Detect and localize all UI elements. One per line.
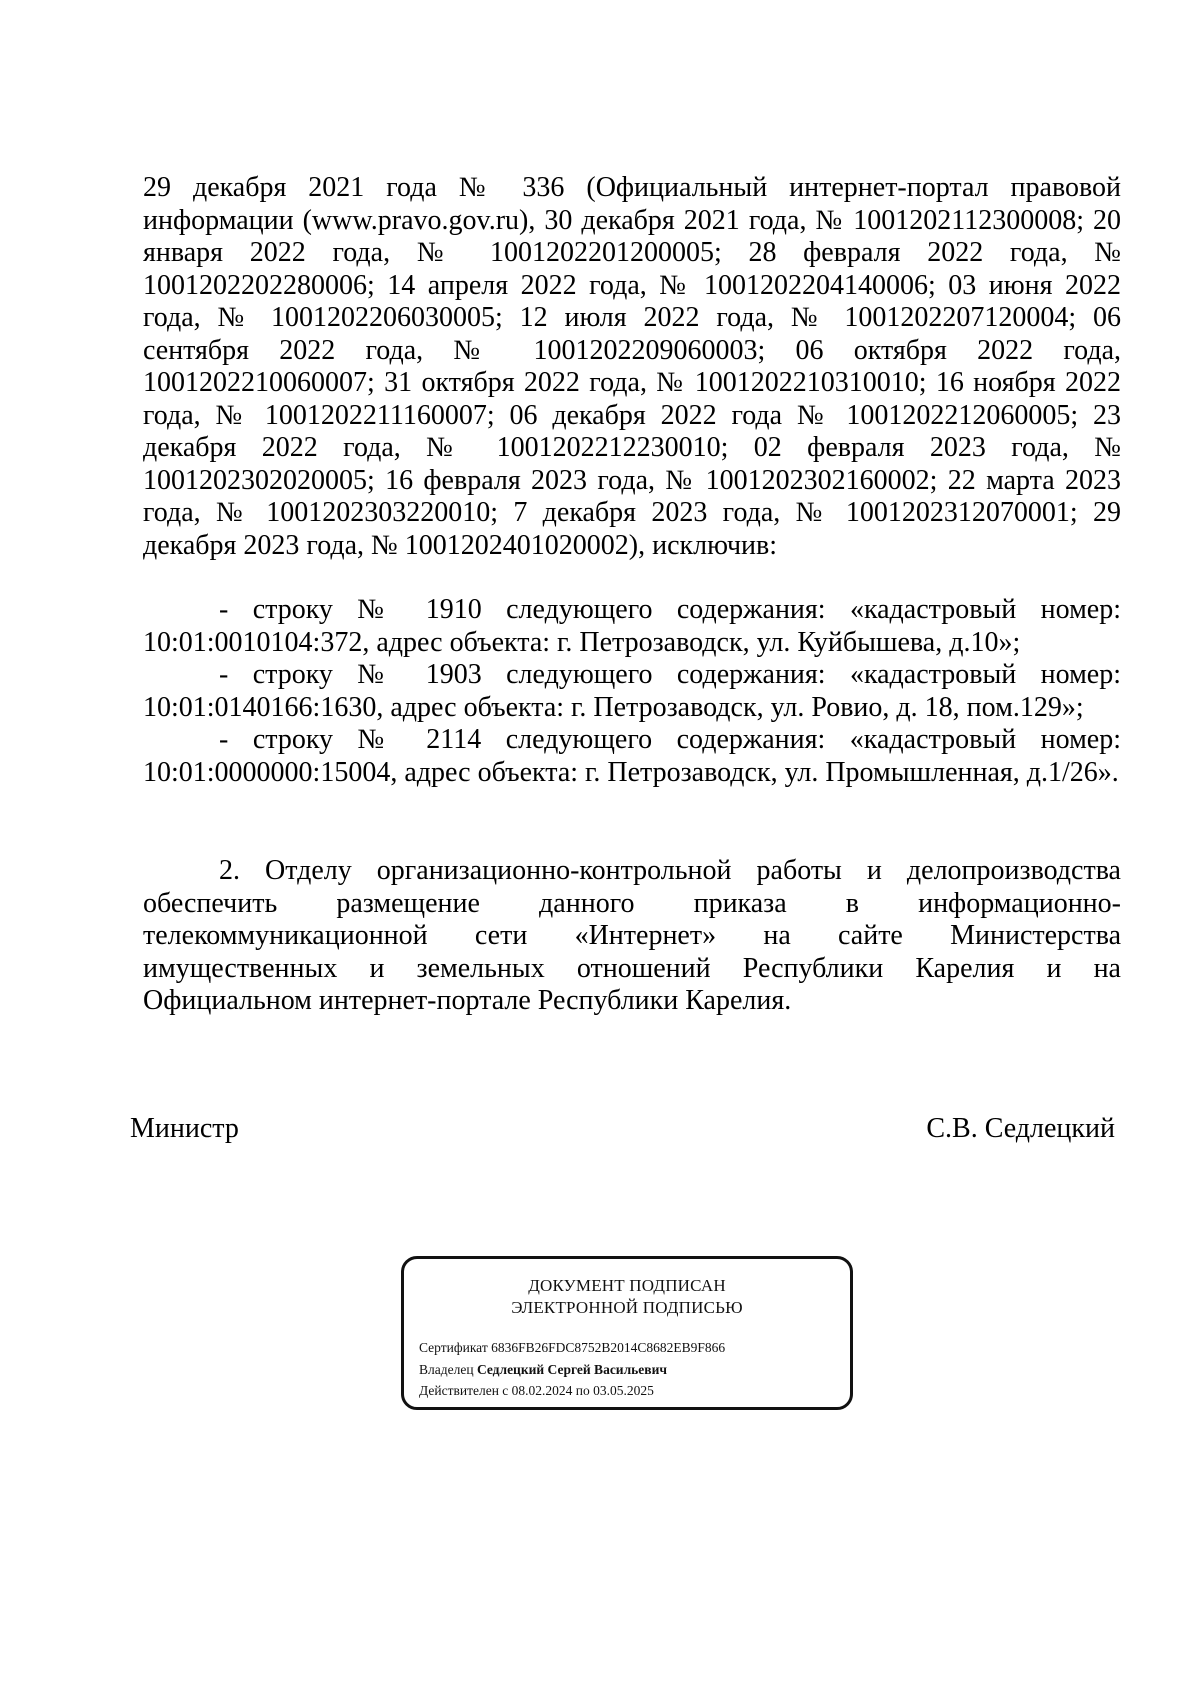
valid-label: Действителен с: [419, 1383, 509, 1398]
signer-position: Министр: [130, 1113, 239, 1144]
intro-paragraph: [143, 172, 1121, 562]
stamp-owner-line: [419, 1359, 725, 1381]
stamp-title-line-2: ЭЛЕКТРОННОЙ ПОДПИСЬЮ: [511, 1298, 743, 1317]
item-2-text: 2. Отделу организационно-контрольной работы и делопроизводства обеспечить размещение данного приказа в информационно-телекоммуникационной сети «Интернет» на сайте Министерства имущественных и земельных отношений Республики Карелия и на Официальном интернет-портале Республики Карелия.: [143, 855, 1121, 1016]
stamp-details: [419, 1337, 725, 1402]
stamp-title: [404, 1275, 850, 1319]
valid-to: 03.05.2025: [593, 1383, 654, 1398]
electronic-signature-stamp: [401, 1256, 853, 1410]
exclusion-item-1910: - строку № 1910 следующего содержания: «кадастровый номер: 10:01:0010104:372, адрес объекта: г. Петрозаводск, ул. Куйбышева, д.10»;: [143, 594, 1121, 658]
owner-label: Владелец: [419, 1361, 474, 1377]
owner-value: Седлецкий Сергей Васильевич: [476, 1361, 667, 1377]
certificate-label: Сертификат: [419, 1340, 488, 1355]
exclusion-item-2114: - строку № 2114 следующего содержания: «кадастровый номер: 10:01:0000000:15004, адрес объекта: г. Петрозаводск, ул. Промышленная, д.1/26».: [143, 724, 1121, 788]
stamp-validity-line: [419, 1380, 725, 1402]
intro-text: 29 декабря 2021 года № 336 (Официальный интернет-портал правовой информации (www.pravo.gov.ru), 30 декабря 2021 года, № 1001202112300008; 20 января 2022 года, № 1001202201200005; 28 февраля 2022 года, № 1001202202280006; 14 апреля 2022 года, № 1001202204140006; 03 июня 2022 года, № 1001202206030005; 12 июля 2022 года, № 1001202207120004; 06 сентября 2022 года, № 1001202209060003; 06 октября 2022 года, 1001202210060007; 31 октября 2022 года, № 1001202210310010; 16 ноября 2022 года, № 1001202211160007; 06 декабря 2022 года № 1001202212060005; 23 декабря 2022 года, № 1001202212230010; 02 февраля 2023 года, № 1001202302020005; 16 февраля 2023 года, № 1001202302160002; 22 марта 2023 года, № 1001202303220010; 7 декабря 2023 года, № 1001202312070001; 29 декабря 2023 года, № 1001202401020002), исключив:: [143, 172, 1121, 561]
exclusion-item-1903: - строку № 1903 следующего содержания: «кадастровый номер: 10:01:0140166:1630, адрес объекта: г. Петрозаводск, ул. Ровио, д. 18, пом.129»;: [143, 659, 1121, 723]
stamp-title-line-1: ДОКУМЕНТ ПОДПИСАН: [528, 1276, 726, 1295]
stamp-certificate-line: [419, 1337, 725, 1359]
signer-name: С.В. Седлецкий: [926, 1113, 1115, 1144]
certificate-value: 6836FB26FDC8752B2014C8682EB9F866: [491, 1340, 726, 1355]
item-2-paragraph: [143, 855, 1121, 1018]
valid-from: 08.02.2024: [511, 1383, 573, 1398]
valid-to-label: по: [575, 1383, 590, 1398]
exclusions-list: [143, 594, 1121, 789]
